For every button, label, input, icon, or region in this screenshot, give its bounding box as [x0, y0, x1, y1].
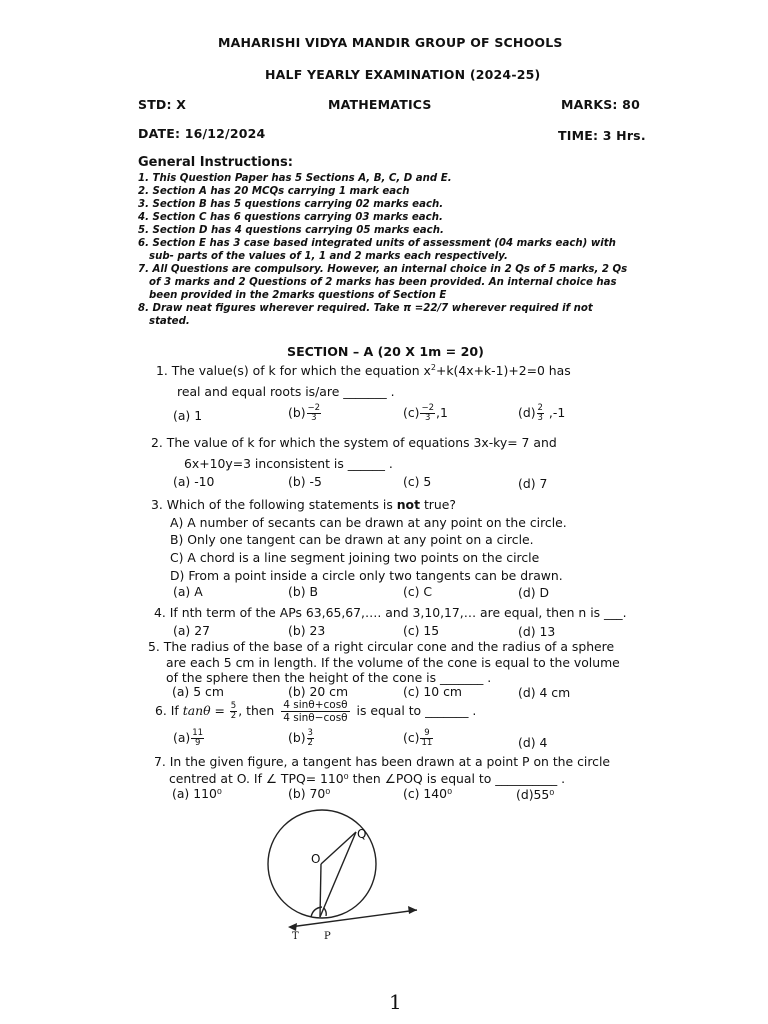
q3-text-bold: not	[396, 497, 420, 512]
instruction-line: 4. Section C has 6 questions carrying 03 marks each.	[138, 212, 443, 223]
q6-tan-theta: tanθ	[182, 703, 211, 718]
exam-title: HALF YEARLY EXAMINATION (2024-25)	[265, 67, 541, 82]
q7-option-c: (c) 140⁰	[403, 786, 453, 801]
q1-exponent: 2	[430, 363, 436, 372]
instruction-line: of 3 marks and 2 Questions of 2 marks has been provided. An internal choice has	[149, 277, 617, 288]
q7-option-a: (a) 110⁰	[172, 786, 222, 801]
q2-option-d: (d) 7	[518, 476, 548, 491]
question-2-line2: 6x+10y=3 inconsistent is ______ .	[184, 456, 393, 471]
marks-label: MARKS: 80	[561, 97, 640, 112]
q1-text-post: +k(4x+k-1)+2=0 has	[435, 363, 571, 379]
instruction-line: sub- parts of the values of 1, 1 and 2 marks each respectively.	[149, 251, 508, 262]
fraction-numerator: 5	[230, 701, 237, 711]
label-t: T	[292, 931, 299, 942]
q5-option-b: (b) 20 cm	[288, 684, 349, 699]
question-2: 2. The value of k for which the system of equations 3x-ky= 7 and	[151, 435, 557, 450]
q6-text-mid: , then	[238, 703, 279, 718]
question-4: 4. If nth term of the APs 63,65,67,…. and 3,10,17,… are equal, then n is ___.	[154, 605, 627, 620]
q1-option-d-tail: ,-1	[544, 405, 566, 420]
question-5-line3: of the sphere then the height of the cone is _______ .	[166, 670, 492, 685]
instruction-line: 1. This Question Paper has 5 Sections A, B, C, D and E.	[138, 173, 452, 184]
q4-option-c: (c) 15	[403, 623, 440, 638]
question-5: 5. The radius of the base of a right circular cone and the radius of a sphere	[148, 639, 615, 654]
q7-option-d: (d)55⁰	[516, 787, 555, 802]
q3-text-post: true?	[420, 497, 456, 512]
chord-pq	[320, 832, 356, 917]
instruction-line: 6. Section E has 3 case based integrated units of assessment (04 marks each) with	[138, 238, 616, 249]
question-7: 7. In the given figure, a tangent has been drawn at a point P on the circle	[154, 754, 611, 769]
q2-option-b: (b) -5	[288, 474, 322, 489]
fraction-numerator: 2	[537, 403, 543, 413]
q3-statement-c: C) A chord is a line segment joining two points on the circle	[170, 550, 540, 565]
q2-option-c: (c) 5	[403, 474, 432, 489]
q2-option-a: (a) -10	[173, 474, 215, 489]
q6-option-a-label: (a)	[173, 730, 191, 745]
time-label: TIME: 3 Hrs.	[558, 128, 646, 143]
q6-text-post: is equal to _______ .	[352, 703, 477, 718]
section-a-heading: SECTION – A (20 X 1m = 20)	[287, 344, 484, 359]
q3-option-b: (b) B	[288, 584, 318, 599]
fraction-denominator: 2	[307, 738, 313, 748]
fraction-denominator: 3	[311, 413, 317, 423]
q5-option-c: (c) 10 cm	[403, 684, 463, 699]
fraction-numerator: −2	[421, 403, 435, 413]
tangent-line	[290, 910, 417, 927]
q3-statement-b: B) Only one tangent can be drawn at any point on a circle.	[170, 532, 534, 547]
q1-option-c-tail: ,1	[436, 405, 448, 420]
fraction-numerator: 3	[307, 728, 313, 738]
fraction-numerator: 4 sinθ+cosθ	[283, 699, 348, 711]
instruction-line: 8. Draw neat figures wherever required. Take π =22/7 wherever required if not	[138, 303, 593, 314]
label-o: O	[311, 852, 321, 866]
q6-option-b-label: (b)	[288, 730, 306, 745]
radius-op	[320, 864, 321, 917]
fraction-numerator: 11	[192, 728, 204, 738]
q3-option-d: (d) D	[518, 585, 550, 600]
q3-statement-a: A) A number of secants can be drawn at any point on the circle.	[170, 515, 567, 530]
q6-option-d: (d) 4	[518, 735, 548, 750]
radius-oq	[321, 832, 356, 864]
tangent-arrowhead-left	[288, 923, 297, 931]
subject-label: MATHEMATICS	[328, 97, 432, 112]
q4-option-a: (a) 27	[173, 623, 210, 638]
page-number: 1	[389, 990, 402, 1014]
fraction-denominator: 4 sinθ−cosθ	[283, 712, 348, 724]
question-5-line2: are each 5 cm in length. If the volume of the cone is equal to the volume	[166, 655, 620, 670]
instructions-title: General Instructions:	[138, 155, 293, 170]
instruction-line: 3. Section B has 5 questions carrying 02 marks each.	[138, 199, 444, 210]
q7-option-b: (b) 70⁰	[288, 786, 331, 801]
fraction-denominator: 3	[425, 413, 431, 423]
instruction-line: stated.	[149, 316, 190, 327]
fraction-numerator: −2	[307, 403, 321, 413]
q1-option-d-label: (d)	[518, 405, 536, 420]
q4-option-d: (d) 13	[518, 624, 556, 639]
angle-arc-small	[324, 908, 326, 916]
fraction-numerator: 9	[420, 729, 433, 739]
q3-option-c: (c) C	[403, 584, 433, 599]
q1-option-a: (a) 1	[173, 408, 203, 423]
question-1-line2: real and equal roots is/are _______ .	[177, 384, 395, 399]
q6-option-c-label: (c)	[403, 730, 420, 745]
date-label: DATE: 16/12/2024	[138, 126, 266, 141]
fraction-denominator: 3	[537, 413, 543, 423]
question-7-line2: centred at O. If ∠ TPQ= 110⁰ then ∠POQ is equal to __________ .	[169, 771, 566, 786]
q1-text-pre: 1. The value(s) of k for which the equation x	[156, 363, 431, 379]
label-p: P	[324, 931, 331, 942]
q5-option-d: (d) 4 cm	[518, 685, 571, 700]
fraction-denominator: 2	[230, 711, 237, 721]
school-name: MAHARISHI VIDYA MANDIR GROUP OF SCHOOLS	[218, 35, 563, 50]
instruction-line: 5. Section D has 4 questions carrying 05 marks each.	[138, 225, 444, 236]
fraction-denominator: 11	[421, 738, 433, 748]
q6-equals: =	[210, 703, 229, 718]
tangent-arrowhead-right	[408, 906, 417, 914]
q5-option-a: (a) 5 cm	[172, 684, 224, 699]
instruction-line: 2. Section A has 20 MCQs carrying 1 mark each	[138, 186, 410, 197]
label-q: Q	[357, 827, 367, 841]
fraction-denominator: 9	[194, 738, 201, 748]
q6-text-pre: 6. If	[155, 703, 183, 718]
q3-text-pre: 3. Which of the following statements is	[151, 497, 397, 512]
q3-statement-d: D) From a point inside a circle only two tangents can be drawn.	[170, 568, 563, 583]
q1-option-c-label: (c)	[403, 405, 420, 420]
q3-option-a: (a) A	[173, 584, 203, 599]
instruction-line: 7. All Questions are compulsory. However, an internal choice in 2 Qs of 5 marks, 2 Qs	[138, 264, 628, 275]
instruction-line: been provided in the 2marks questions of Section E	[149, 290, 447, 301]
q4-option-b: (b) 23	[288, 623, 326, 638]
q1-option-b-label: (b)	[288, 405, 306, 420]
std-label: STD: X	[138, 97, 187, 112]
